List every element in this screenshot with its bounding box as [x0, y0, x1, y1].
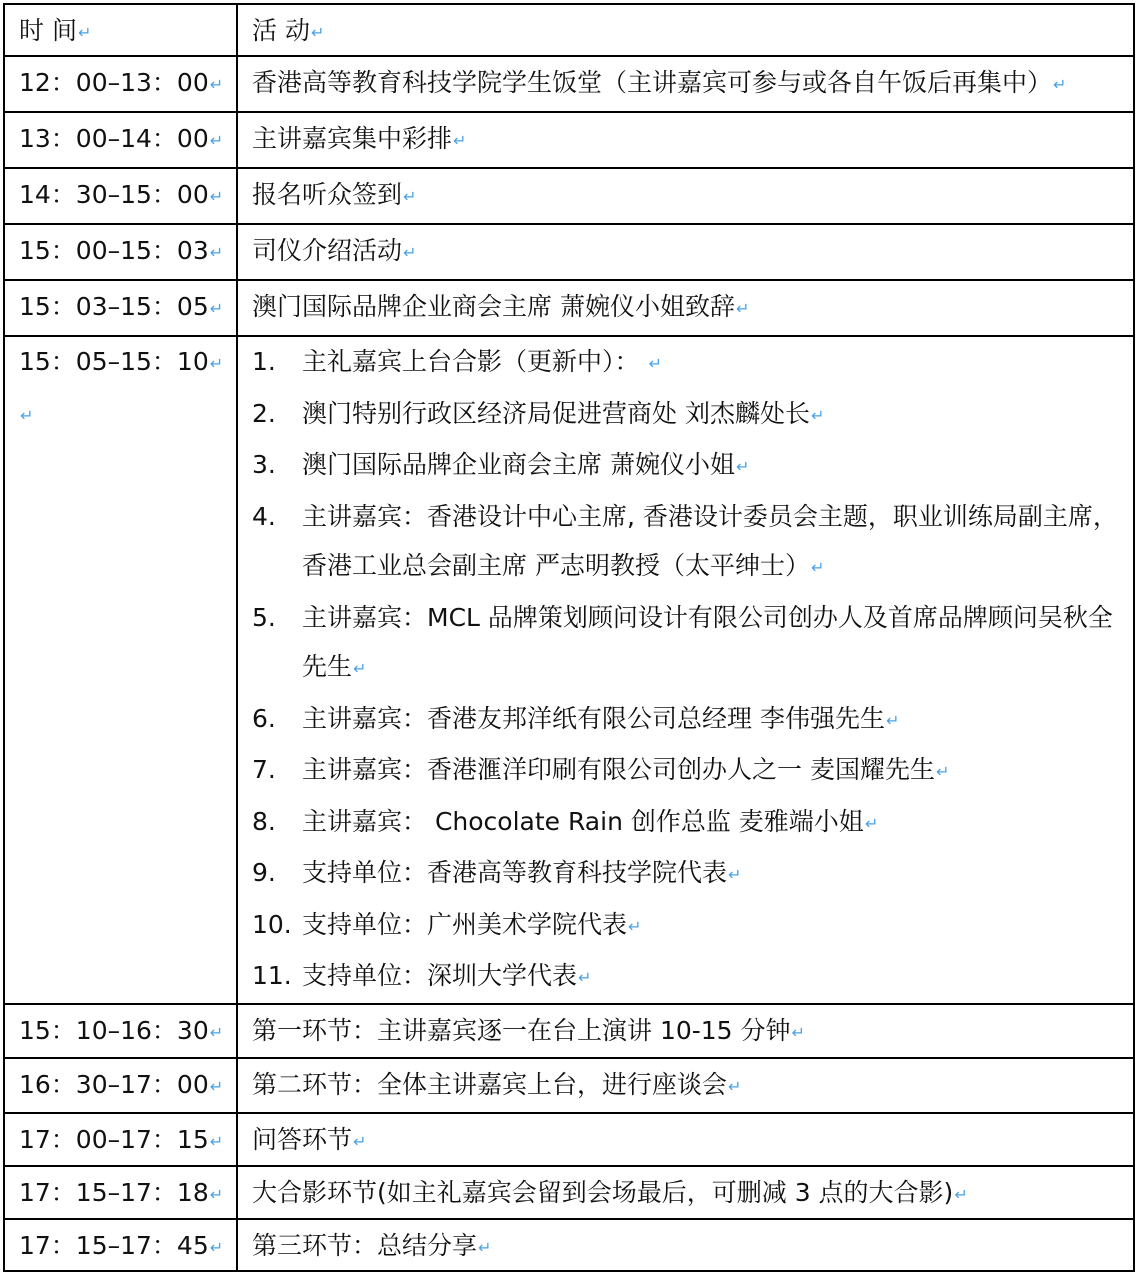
header-time-label: 时 间 [19, 16, 77, 45]
list-item: 11. 支持单位：深圳大学代表↵ [252, 961, 592, 990]
list-item: 4. 主讲嘉宾：香港设计中心主席, 香港设计委员会主题，职业训练局副主席，香港工业总会副主席 严志明教授（太平绅士）↵ [252, 501, 1118, 580]
paragraph-mark-icon: ↵ [209, 1131, 224, 1151]
table-row [4, 224, 1134, 280]
header-row [4, 4, 1134, 56]
time-cell: 14：30–15：00 [19, 180, 209, 209]
time-cell: 15：05–15：10 [19, 347, 209, 376]
list-item: 6. 主讲嘉宾：香港友邦洋纸有限公司总经理 李伟强先生↵ [252, 703, 900, 733]
paragraph-mark-icon: ↵ [209, 354, 224, 373]
table-row [4, 336, 1134, 1004]
paragraph-mark-icon: ↵ [935, 762, 950, 781]
paragraph-mark-icon: ↵ [735, 457, 750, 476]
paragraph-mark-icon: ↵ [403, 187, 417, 206]
activity-cell: 问答环节 [252, 1124, 353, 1154]
table-row [4, 1166, 1134, 1219]
paragraph-mark-icon: ↵ [209, 243, 224, 262]
paragraph-mark-icon: ↵ [648, 354, 662, 373]
table-row [4, 168, 1134, 224]
table-row [4, 1004, 1134, 1058]
activity-cell: 澳门国际品牌企业商会主席 萧婉仪小姐致辞 [252, 292, 735, 321]
activity-cell: 第二环节：全体主讲嘉宾上台，进行座谈会 [252, 1069, 728, 1099]
paragraph-mark-icon: ↵ [209, 299, 224, 318]
table-row [4, 1058, 1134, 1113]
paragraph-mark-icon: ↵ [728, 1076, 742, 1096]
paragraph-mark-icon: ↵ [954, 1184, 968, 1204]
list-item: 3. 澳门国际品牌企业商会主席 萧婉仪小姐↵ [252, 450, 750, 479]
paragraph-mark-icon: ↵ [453, 131, 467, 150]
table-row [4, 112, 1134, 168]
paragraph-mark-icon: ↵ [728, 865, 742, 884]
activity-cell: 司仪介绍活动 [252, 236, 403, 265]
paragraph-mark-icon: ↵ [353, 1131, 367, 1151]
list-item: 5. 主讲嘉宾：MCL 品牌策划顾问设计有限公司创办人及首席品牌顾问吴秋全先生↵ [252, 602, 1113, 681]
time-cell: 15：03–15：05 [19, 292, 209, 321]
paragraph-mark-icon: ↵ [209, 187, 224, 206]
activity-cell: 大合影环节(如主礼嘉宾会留到会场最后，可删减 3 点的大合影) [252, 1177, 954, 1207]
time-cell: 17：00–17：15 [19, 1124, 209, 1154]
list-item: 2. 澳门特别行政区经济局促进营商处 刘杰麟处长↵ [252, 398, 825, 428]
activity-cell: 第一环节：主讲嘉宾逐一在台上演讲 10-15 分钟 [252, 1015, 791, 1045]
schedule-table [3, 3, 1135, 1272]
table-row [4, 1219, 1134, 1271]
time-cell: 17：15–17：18 [19, 1177, 209, 1207]
table-row [4, 56, 1134, 112]
list-item: 8. 主讲嘉宾： Chocolate Rain 创作总监 麦雅端小姐↵ [252, 806, 879, 836]
paragraph-mark-icon: ↵ [209, 75, 224, 94]
header-activity-label: 活 动 [252, 16, 310, 45]
activity-cell: 主讲嘉宾集中彩排 [252, 124, 453, 153]
paragraph-mark-icon: ↵ [628, 916, 642, 936]
list-item: 10. 支持单位：广州美术学院代表↵ [252, 909, 642, 939]
time-cell: 15：10–16：30 [19, 1015, 209, 1045]
time-cell: 17：15–17：45 [19, 1230, 209, 1260]
paragraph-mark-icon: ↵ [864, 813, 879, 833]
paragraph-mark-icon: ↵ [791, 1022, 805, 1042]
time-cell: 16：30–17：00 [19, 1069, 209, 1099]
paragraph-mark-icon: ↵ [735, 299, 750, 318]
table-row [4, 280, 1134, 336]
time-cell: 12：00–13：00 [19, 68, 209, 97]
paragraph-mark-icon: ↵ [209, 1022, 224, 1042]
activity-cell: 香港高等教育科技学院学生饭堂（主讲嘉宾可参与或各自午饭后再集中） [252, 68, 1053, 97]
header-time [4, 4, 237, 56]
paragraph-mark-icon: ↵ [478, 1237, 492, 1257]
time-cell: 15：00–15：03 [19, 236, 209, 265]
list-item: 9. 支持单位：香港高等教育科技学院代表↵ [252, 858, 742, 887]
paragraph-mark-icon: ↵ [310, 23, 325, 42]
paragraph-mark-icon: ↵ [403, 243, 417, 262]
paragraph-mark-icon: ↵ [810, 405, 825, 425]
paragraph-mark-icon: ↵ [77, 23, 92, 42]
paragraph-mark-icon: ↵ [1053, 75, 1067, 94]
guest-list [252, 337, 1133, 1003]
paragraph-mark-icon: ↵ [353, 659, 367, 678]
paragraph-mark-icon: ↵ [209, 131, 224, 150]
paragraph-mark-icon: ↵ [810, 558, 825, 577]
list-item: 7. 主讲嘉宾：香港滙洋印刷有限公司创办人之一 麦国耀先生↵ [252, 755, 950, 784]
paragraph-mark-icon: ↵ [209, 1184, 224, 1204]
activity-cell: 报名听众签到 [252, 180, 403, 209]
table-row [4, 1113, 1134, 1166]
paragraph-mark-icon: ↵ [20, 405, 34, 425]
list-item: 1. 主礼嘉宾上台合影（更新中）： ↵ [252, 347, 662, 376]
paragraph-mark-icon: ↵ [578, 968, 592, 987]
activity-cell: 第三环节：总结分享 [252, 1230, 478, 1260]
paragraph-mark-icon: ↵ [209, 1237, 224, 1257]
header-activity [237, 4, 1134, 56]
paragraph-mark-icon: ↵ [885, 710, 900, 730]
paragraph-mark-icon: ↵ [209, 1076, 224, 1096]
time-cell: 13：00–14：00 [19, 124, 209, 153]
